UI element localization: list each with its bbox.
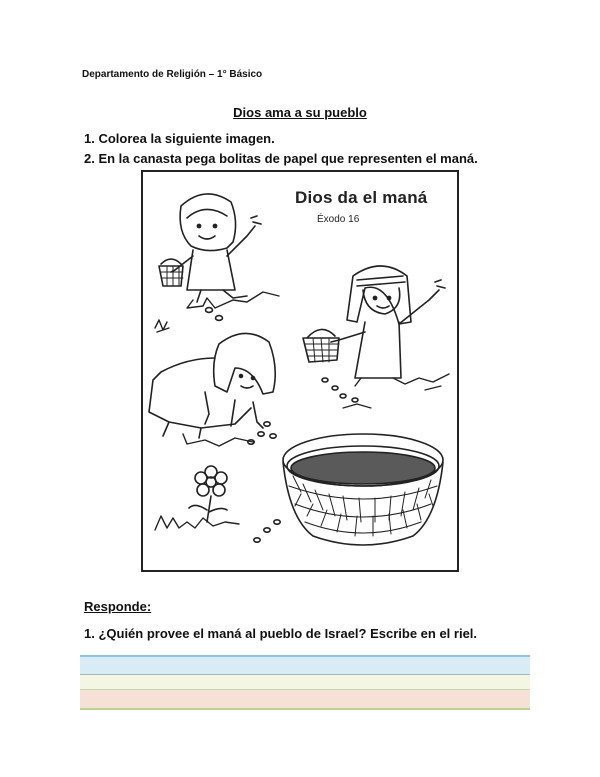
rail-top-band <box>80 655 530 674</box>
worksheet-title: Dios ama a su pueblo <box>233 105 367 120</box>
illustration-subtitle: Éxodo 16 <box>317 214 360 225</box>
girl-with-basket-icon <box>159 194 279 308</box>
boy-with-basket-icon <box>303 266 449 408</box>
coloring-illustration[interactable] <box>141 170 459 572</box>
manna-icon <box>155 308 280 543</box>
basket-icon <box>283 434 443 545</box>
department-header: Departamento de Religión – 1° Básico <box>82 69 263 80</box>
question-1: 1. ¿Quién provee el maná al pueblo de Israel? Escribe en el riel. <box>84 626 478 641</box>
rail-middle-band <box>80 675 530 690</box>
illustration-title: Dios da el maná <box>295 188 428 207</box>
flower-icon <box>155 466 239 530</box>
writing-rail[interactable] <box>80 655 530 710</box>
rail-bottom-band <box>80 690 530 710</box>
responde-heading: Responde: <box>84 599 152 614</box>
girl-gathering-icon <box>149 333 276 446</box>
instruction-1: 1. Colorea la siguiente imagen. <box>84 131 275 146</box>
instruction-2: 2. En la canasta pega bolitas de papel que representen el maná. <box>84 151 478 166</box>
